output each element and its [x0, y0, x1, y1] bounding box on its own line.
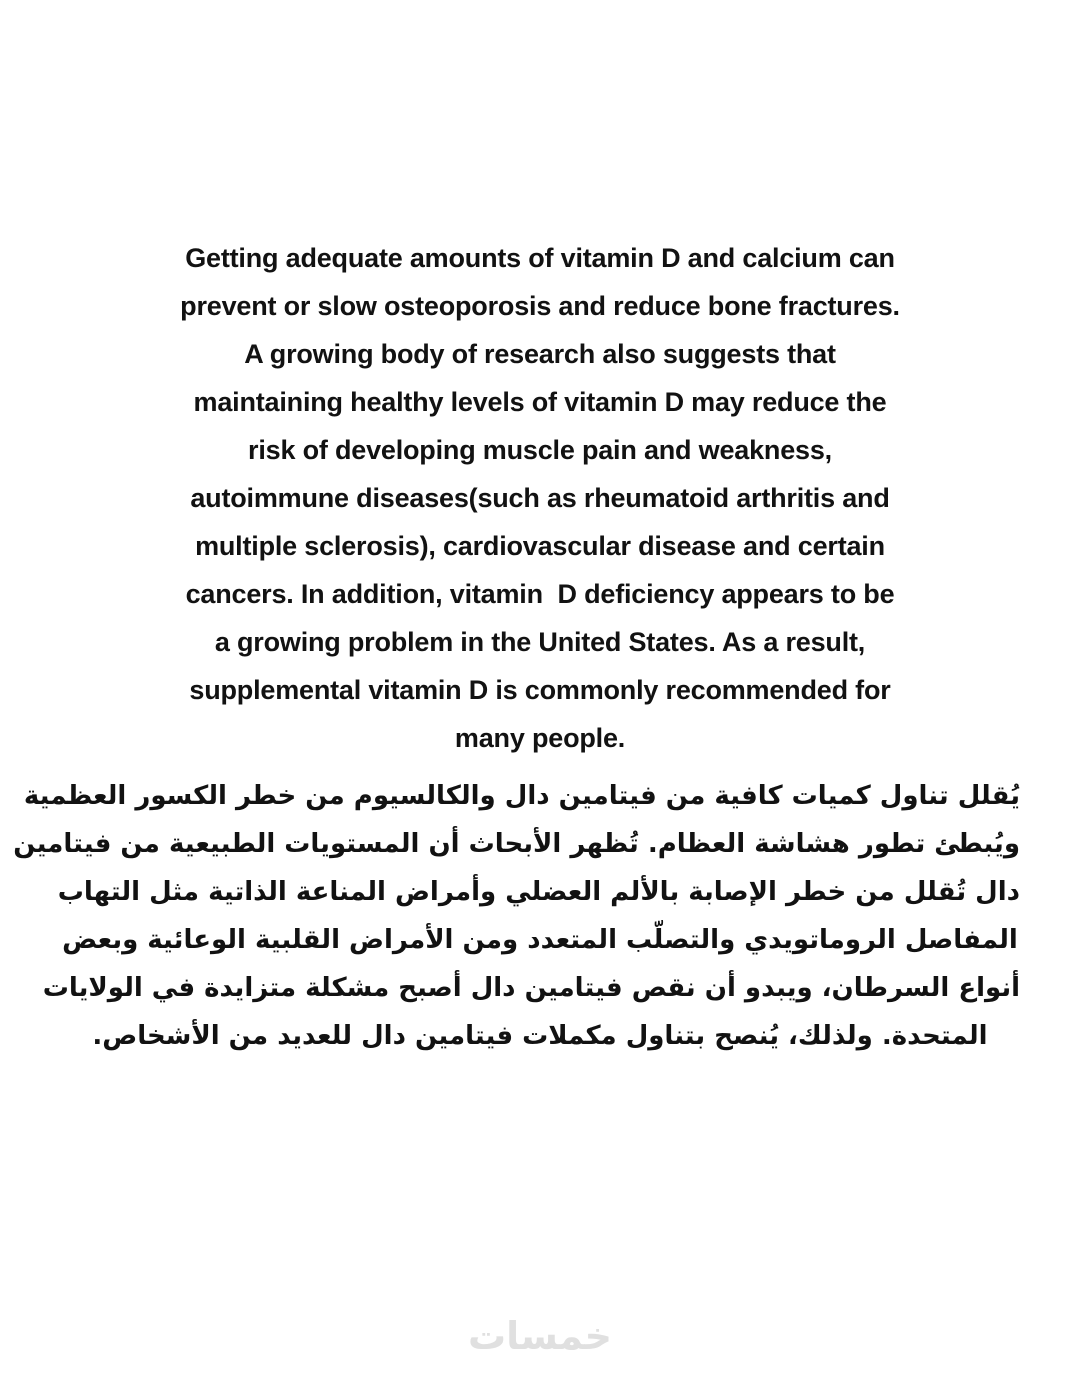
arabic-line: المفاصل الروماتويدي والتصلّب المتعدد ومن الأمراض القلبية الوعائية وبعض [62, 925, 1018, 955]
watermark [0, 1312, 1080, 1360]
english-paragraph [60, 234, 1020, 762]
english-line: risk of developing muscle pain and weakness, [248, 435, 832, 465]
arabic-line: أنواع السرطان، ويبدو أن نقص فيتامين دال أصبح مشكلة متزايدة في الولايات [42, 973, 1020, 1003]
english-line: autoimmune diseases(such as rheumatoid arthritis and [190, 483, 890, 513]
khamsat-watermark-logo: خمسات [468, 1314, 612, 1358]
english-line: Getting adequate amounts of vitamin D and calcium can [185, 243, 895, 273]
arabic-line: دال تُقلل من خطر الإصابة بالألم العضلي وأمراض المناعة الذاتية مثل التهاب [57, 877, 1020, 907]
english-line: supplemental vitamin D is commonly recommended for [189, 675, 891, 705]
english-line: prevent or slow osteoporosis and reduce bone fractures. [180, 291, 900, 321]
arabic-paragraph [13, 772, 1020, 1060]
english-line: A growing body of research also suggests that [244, 339, 836, 369]
english-line: a growing problem in the United States. As a result, [214, 627, 866, 657]
arabic-line: المتحدة. ولذلك، يُنصح بتناول مكملات فيتامين دال للعديد من الأشخاص. [92, 1021, 988, 1051]
english-line: many people. [454, 723, 626, 753]
english-line: multiple sclerosis), cardiovascular disease and certain [195, 531, 885, 561]
english-line: cancers. In addition, vitamin D deficiency appears to be [185, 579, 895, 609]
english-line: maintaining healthy levels of vitamin D may reduce the [193, 387, 887, 417]
arabic-line: ويُبطئ تطور هشاشة العظام. تُظهر الأبحاث أن المستويات الطبيعية من فيتامين [13, 829, 1020, 859]
arabic-line: يُقلل تناول كميات كافية من فيتامين دال والكالسيوم من خطر الكسور العظمية [23, 781, 1020, 811]
